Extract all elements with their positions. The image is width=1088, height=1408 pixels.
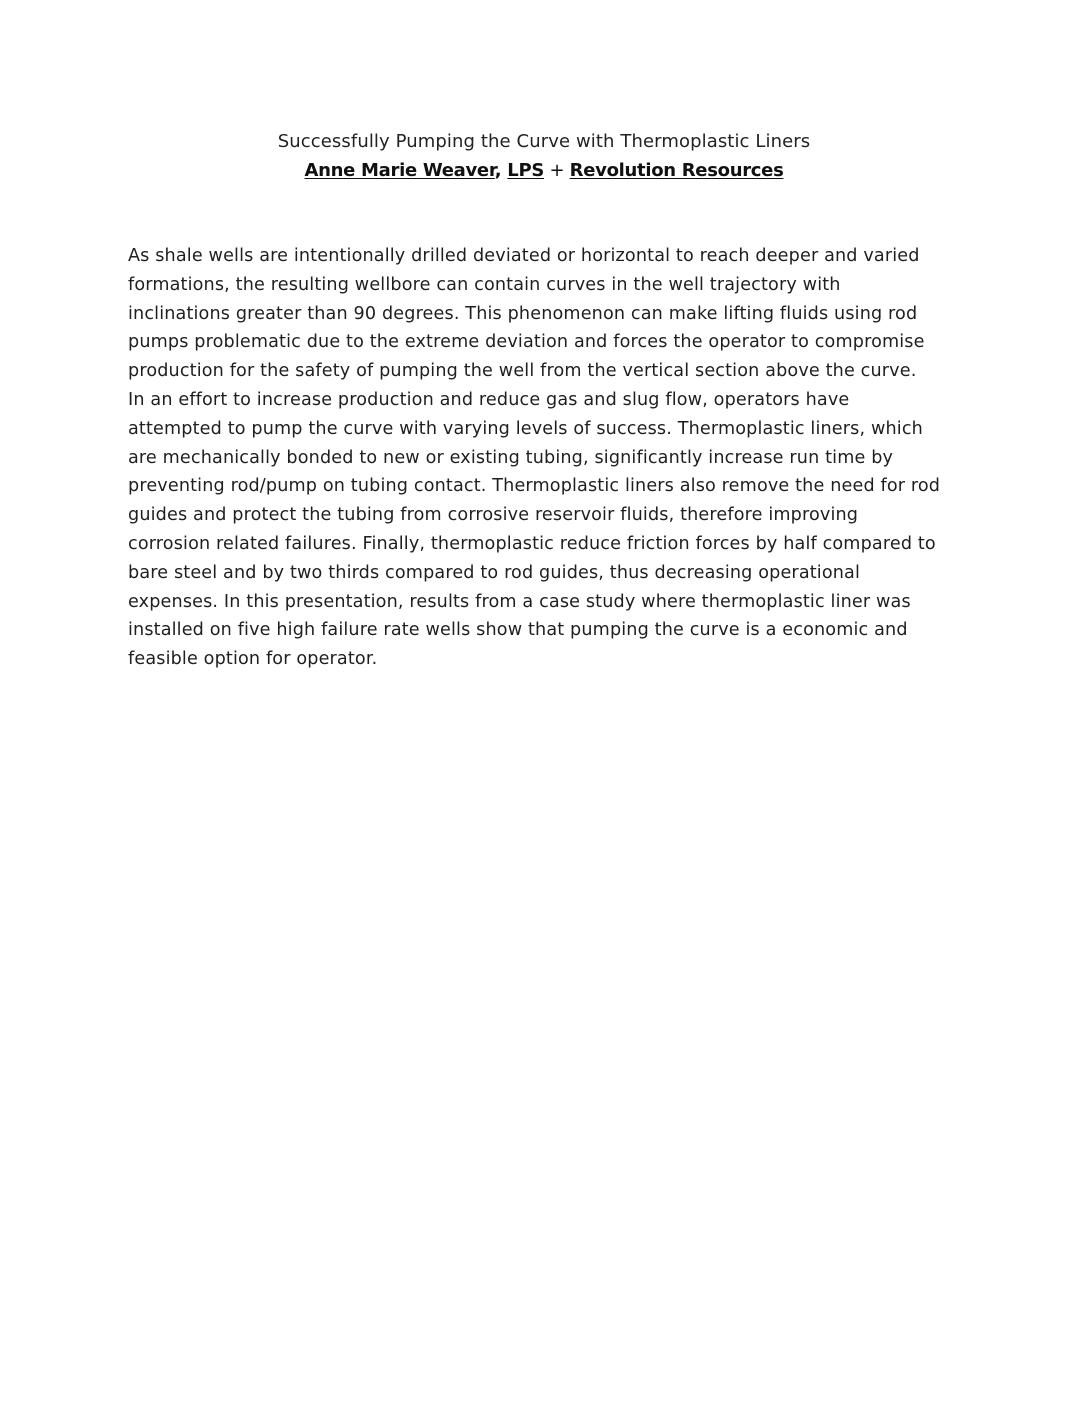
abstract-line: formations, the resulting wellbore can contain curves in the well trajectory with — [128, 274, 841, 295]
abstract-line: corrosion related failures. Finally, thermoplastic reduce friction forces by half compared to — [128, 533, 936, 554]
abstract-line: In an effort to increase production and reduce gas and slug flow, operators have — [128, 389, 850, 410]
abstract-line: attempted to pump the curve with varying levels of success. Thermoplastic liners, which — [128, 418, 923, 439]
abstract-line: preventing rod/pump on tubing contact. Thermoplastic liners also remove the need for rod — [128, 476, 941, 497]
organization-revolution-resources-link[interactable]: Revolution Resources — [569, 160, 784, 181]
abstract-line: production for the safety of pumping the well from the vertical section above the curve. — [128, 361, 917, 382]
organization-lps-link[interactable]: LPS — [507, 160, 545, 181]
abstract-line: As shale wells are intentionally drilled deviated or horizontal to reach deeper and varied — [128, 246, 920, 266]
abstract-line: feasible option for operator. — [128, 649, 378, 670]
abstract-line: are mechanically bonded to new or existing tubing, significantly increase run time by — [128, 447, 894, 468]
author-name-link[interactable]: Anne Marie Weaver — [304, 160, 495, 181]
document-title: Successfully Pumping the Curve with Thermoplastic Liners — [277, 131, 811, 152]
abstract-line: bare steel and by two thirds compared to rod guides, thus decreasing operational — [128, 562, 861, 583]
abstract-line: expenses. In this presentation, results from a case study where thermoplastic liner was — [128, 591, 911, 612]
abstract-line: installed on five high failure rate wells show that pumping the curve is a economic and — [128, 620, 908, 641]
author-comma: , — [494, 160, 508, 181]
abstract-line: guides and protect the tubing from corrosive reservoir fluids, therefore improving — [128, 505, 859, 526]
abstract-line: pumps problematic due to the extreme deviation and forces the operator to compromise — [128, 332, 925, 353]
author-plus-separator: + — [544, 160, 570, 181]
abstract-line: inclinations greater than 90 degrees. This phenomenon can make lifting fluids using rod — [128, 303, 918, 324]
abstract-paragraph — [128, 242, 968, 674]
author-line — [0, 159, 1088, 183]
